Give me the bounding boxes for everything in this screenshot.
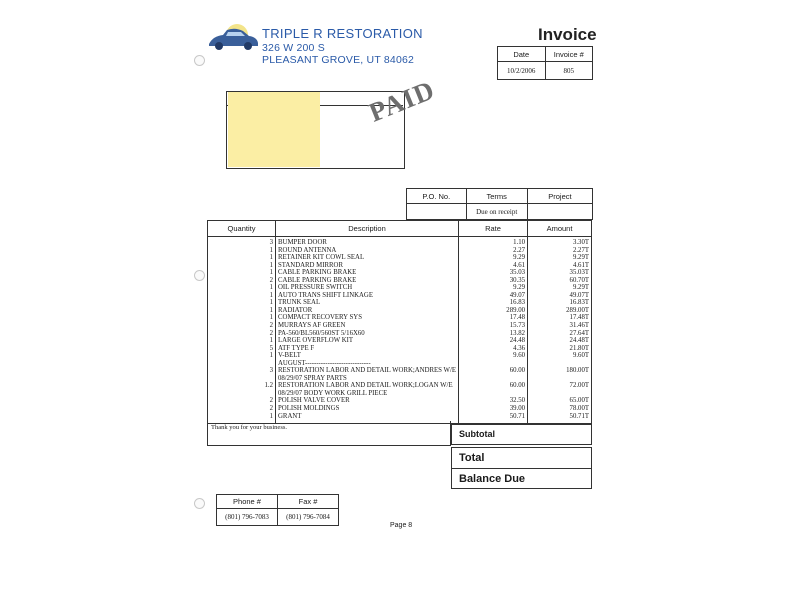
page-number: Page 8 xyxy=(390,522,413,529)
item-amount: 9.29T xyxy=(572,284,589,292)
item-rate: 50.71 xyxy=(509,412,525,420)
invoice-number-header: Invoice # xyxy=(545,47,593,62)
item-quantity: 1 xyxy=(269,261,273,269)
item-description: 08/29/07 SPRAY PARTS xyxy=(278,374,347,382)
item-amount: 21.80T xyxy=(569,344,589,352)
phone-number: (801) 796-7083 xyxy=(217,509,278,526)
item-description: RESTORATION LABOR AND DETAIL WORK;LOGAN W/E xyxy=(278,382,453,390)
item-quantity: 1 xyxy=(269,412,273,420)
item-amount: 78.00T xyxy=(569,405,589,413)
item-description: PA-560/BL560/560ST 5/16X60 xyxy=(278,329,365,337)
item-description: MURRAYS AF GREEN xyxy=(278,322,346,330)
item-amount: 60.70T xyxy=(569,276,589,284)
invoice-meta-table xyxy=(497,46,593,80)
item-description: POLISH VALVE COVER xyxy=(278,397,350,405)
item-quantity: 2 xyxy=(269,405,273,413)
item-description: RETAINER KIT COWL SEAL xyxy=(278,254,365,262)
date-header: Date xyxy=(498,47,546,62)
item-description: OIL PRESSURE SWITCH xyxy=(278,284,353,292)
item-rate: 4.61 xyxy=(513,261,525,269)
item-rate: 30.35 xyxy=(509,276,525,284)
item-description: LARGE OVERFLOW KIT xyxy=(278,337,354,345)
item-description: GRANT xyxy=(278,412,302,420)
item-rate: 32.50 xyxy=(509,397,525,405)
thank-you-note: Thank you for your business. xyxy=(207,421,451,446)
item-amount: 9.29T xyxy=(572,254,589,262)
item-quantity: 1 xyxy=(269,284,273,292)
item-description: COMPACT RECOVERY SYS xyxy=(278,314,362,322)
item-rate: 289.00 xyxy=(506,306,525,314)
punch-hole xyxy=(194,55,205,66)
po-number-value xyxy=(407,204,467,220)
item-rate: 60.00 xyxy=(509,367,525,375)
item-amount: 35.03T xyxy=(569,269,589,277)
item-description: RADIATOR xyxy=(278,306,313,314)
item-description: 08/29/07 BODY WORK GRILL PIECE xyxy=(278,389,388,397)
item-amount: 2.27T xyxy=(572,246,589,254)
document-title: Invoice xyxy=(538,25,597,44)
item-rate: 9.29 xyxy=(513,284,525,292)
paid-stamp: PAID xyxy=(364,74,439,128)
item-amount: 3.30T xyxy=(572,239,589,246)
item-rate: 9.60 xyxy=(513,352,525,360)
punch-hole xyxy=(194,498,205,509)
item-amount: 49.07T xyxy=(569,291,589,299)
item-quantity: 1 xyxy=(269,306,273,314)
item-rate: 24.48 xyxy=(509,337,525,345)
item-amount xyxy=(528,360,589,368)
item-quantity: 1 xyxy=(269,246,273,254)
item-quantity: 3 xyxy=(269,367,273,375)
subtotal-label: Subtotal xyxy=(451,424,592,445)
item-quantity: 1.2 xyxy=(264,382,273,390)
description-column xyxy=(276,237,459,424)
item-description: POLISH MOLDINGS xyxy=(278,405,340,413)
company-address-line2: PLEASANT GROVE, UT 84062 xyxy=(262,54,415,66)
terms-value: Due on receipt xyxy=(466,204,527,220)
item-quantity: 2 xyxy=(269,329,273,337)
item-quantity xyxy=(208,360,273,368)
item-amount: 24.48T xyxy=(569,337,589,345)
rate-header: Rate xyxy=(459,221,528,237)
item-rate: 60.00 xyxy=(509,382,525,390)
item-quantity: 2 xyxy=(269,322,273,330)
item-description: CABLE PARKING BRAKE xyxy=(278,269,357,277)
item-description: V-BELT xyxy=(278,352,301,360)
fax-header: Fax # xyxy=(278,495,339,509)
item-quantity: 1 xyxy=(269,291,273,299)
item-rate: 15.73 xyxy=(509,322,525,330)
item-description: AUTO TRANS SHIFT LINKAGE xyxy=(278,291,373,299)
item-quantity: 2 xyxy=(269,397,273,405)
item-rate: 35.03 xyxy=(509,269,525,277)
item-rate: 39.00 xyxy=(509,405,525,413)
item-quantity: 1 xyxy=(269,337,273,345)
company-address-line1: 326 W 200 S xyxy=(262,42,325,54)
terms-table xyxy=(406,188,593,220)
amount-column xyxy=(528,237,592,424)
description-header: Description xyxy=(276,221,459,237)
invoice-number: 805 xyxy=(545,62,593,80)
item-quantity: 3 xyxy=(269,239,273,246)
quantity-column xyxy=(208,237,276,424)
punch-hole xyxy=(194,270,205,281)
item-amount: 65.00T xyxy=(569,397,589,405)
item-description: AUGUST----------------------------- xyxy=(278,359,371,367)
rate-column xyxy=(459,237,528,424)
item-quantity: 2 xyxy=(269,276,273,284)
item-quantity: 5 xyxy=(269,344,273,352)
item-rate: 2.27 xyxy=(513,246,525,254)
item-rate: 16.83 xyxy=(509,299,525,307)
phone-header: Phone # xyxy=(217,495,278,509)
item-description: RESTORATION LABOR AND DETAIL WORK;ANDRES W/E xyxy=(278,367,456,375)
item-description: STANDARD MIRROR xyxy=(278,261,343,269)
item-quantity: 1 xyxy=(269,299,273,307)
total-label: Total xyxy=(451,447,592,469)
item-rate: 4.36 xyxy=(513,344,525,352)
item-rate: 1.10 xyxy=(513,239,525,246)
item-description: BUMPER DOOR xyxy=(278,239,327,246)
contact-table xyxy=(216,494,339,526)
sticky-note-redaction xyxy=(228,92,320,167)
item-rate: 9.29 xyxy=(513,254,525,262)
item-amount: 4.61T xyxy=(572,261,589,269)
line-items-table xyxy=(207,220,592,424)
po-number-header: P.O. No. xyxy=(407,189,467,204)
project-value xyxy=(527,204,592,220)
item-rate xyxy=(459,360,525,368)
item-quantity: 1 xyxy=(269,269,273,277)
quantity-header: Quantity xyxy=(208,221,276,237)
item-quantity: 1 xyxy=(269,352,273,360)
item-amount: 9.60T xyxy=(572,352,589,360)
item-amount: 289.00T xyxy=(566,306,589,314)
item-description: TRUNK SEAL xyxy=(278,299,321,307)
item-amount: 17.48T xyxy=(569,314,589,322)
item-amount: 16.83T xyxy=(569,299,589,307)
project-header: Project xyxy=(527,189,592,204)
item-amount: 180.00T xyxy=(566,367,589,375)
item-amount: 50.71T xyxy=(569,412,589,420)
item-rate: 49.07 xyxy=(509,291,525,299)
fax-number: (801) 796-7084 xyxy=(278,509,339,526)
item-quantity: 1 xyxy=(269,254,273,262)
item-quantity: 1 xyxy=(269,314,273,322)
car-logo xyxy=(205,22,261,54)
item-amount: 72.00T xyxy=(569,382,589,390)
company-name: TRIPLE R RESTORATION xyxy=(262,26,423,41)
terms-header: Terms xyxy=(466,189,527,204)
item-amount: 27.64T xyxy=(569,329,589,337)
item-description: ATF TYPE F xyxy=(278,344,315,352)
amount-header: Amount xyxy=(528,221,592,237)
item-description: CABLE PARKING BRAKE xyxy=(278,276,357,284)
item-rate: 13.82 xyxy=(509,329,525,337)
invoice-date: 10/2/2006 xyxy=(498,62,546,80)
item-amount: 31.46T xyxy=(569,322,589,330)
item-rate: 17.48 xyxy=(509,314,525,322)
item-description: ROUND ANTENNA xyxy=(278,246,337,254)
balance-due-label: Balance Due xyxy=(451,468,592,489)
